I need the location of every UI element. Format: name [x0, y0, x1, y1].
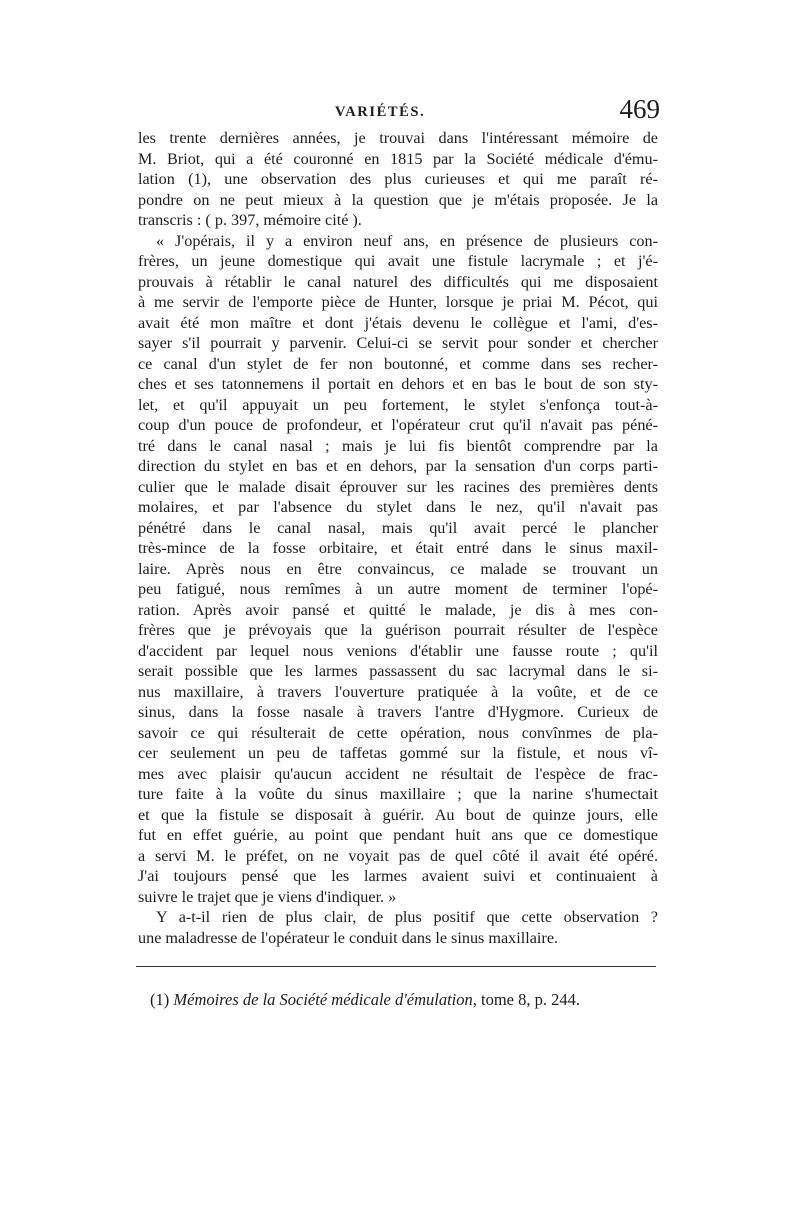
text-line: laire. Après nous en être convaincus, ce malade se trouvant un: [138, 559, 658, 578]
text-line: a servi M. le préfet, on ne voyait pas de quel côté il avait été opéré.: [138, 846, 658, 865]
text-line: les trente dernières années, je trouvai dans l'intéressant mémoire de: [138, 129, 658, 147]
page-number: 469: [619, 94, 660, 124]
footnote-citation: , tome 8, p. 244.: [472, 990, 580, 1009]
text-line: et que la fistule se disposait à guérir. Au bout de quinze jours, elle: [138, 805, 658, 824]
text-line: J'ai toujours pensé que les larmes avaient suivi et continuaient à: [138, 867, 658, 885]
text-line: transcris : ( p. 397, mémoire cité ).: [138, 211, 362, 229]
text-line: une maladresse de l'opérateur le conduit dans le sinus maxillaire.: [138, 928, 559, 947]
text-line: coup d'un pouce de profondeur, et l'opérateur crut qu'il n'avait pas péné-: [138, 416, 658, 434]
text-line: culier que le malade disait éprouver sur les racines des premières dents: [138, 477, 658, 496]
text-line: frères, un jeune domestique qui avait une fistule lacrymale ; et j'é-: [138, 252, 658, 270]
text-line: molaires, et par l'absence du stylet dans le nez, qu'il n'avait pas: [138, 498, 658, 516]
text-line: ture faite à la voûte du sinus maxillaire ; que la narine s'humectait: [138, 785, 658, 803]
text-line: suivre le trajet que je viens d'indiquer. »: [138, 887, 397, 906]
text-line: tré dans le canal nasal ; mais je lui fis bientôt comprendre par la: [138, 436, 658, 455]
text-line: avait été mon maître et dont j'étais devenu le collègue et l'ami, d'es-: [138, 313, 658, 332]
text-line: nus maxillaire, à travers l'ouverture pratiquée à la voûte, et de ce: [138, 682, 658, 701]
text-line: d'accident par lequel nous venions d'établir une fausse route ; qu'il: [138, 641, 658, 660]
text-line: frères que je prévoyais que la guérison pourrait résulter de l'espèce: [138, 621, 658, 639]
text-line: cer seulement un peu de taffetas gommé sur la fistule, et nous vî-: [138, 744, 658, 762]
paragraph: [138, 128, 658, 231]
text-line: fut en effet guérie, au point que pendant huit ans que ce domestique: [138, 826, 658, 844]
paragraph: [138, 231, 658, 908]
text-line: prouvais à rétablir le canal naturel des difficultés qui me disposaient: [138, 272, 658, 291]
text-line: pondre on ne peut mieux à la question que je m'étais proposée. Je la: [138, 190, 658, 209]
text-line: ce canal d'un stylet de fer non boutonné, et comme dans ses recher-: [138, 354, 658, 373]
text-line: mes avec plaisir qu'aucun accident ne résultait de l'espèce de frac-: [138, 764, 658, 783]
text-line: peu fatigué, nous remîmes à un autre moment de terminer l'opé-: [138, 580, 658, 598]
footnote-rule: [136, 966, 656, 967]
text-line: direction du stylet en bas et en dehors, par la sensation d'un corps parti-: [138, 457, 658, 475]
running-title: VARIÉTÉS.: [335, 104, 426, 120]
footnote-marker: (1): [150, 990, 170, 1009]
text-line: ration. Après avoir pansé et quitté le malade, je dis à mes con-: [138, 600, 658, 619]
paragraph: [138, 907, 658, 948]
body-text: [138, 128, 658, 948]
text-line: savoir ce qui résulterait de cette opération, nous convînmes de pla-: [138, 723, 658, 742]
text-line: Y a-t-il rien de plus clair, de plus positif que cette observation ?: [156, 908, 658, 926]
text-line: let, et qu'il appuyait un peu fortement, le stylet s'enfonça tout-à-: [138, 395, 658, 414]
text-line: lation (1), une observation des plus curieuses et qui me paraît ré-: [138, 170, 658, 188]
footnote-title: Mémoires de la Société médicale d'émulation: [173, 990, 473, 1009]
text-line: à me servir de l'emporte pièce de Hunter, lorsque je priai M. Pécot, qui: [138, 293, 658, 311]
text-line: « J'opérais, il y a environ neuf ans, en présence de plusieurs con-: [156, 231, 658, 250]
text-line: pénétré dans le canal nasal, mais qu'il avait percé le plancher: [138, 518, 658, 537]
text-line: ches et ses tatonnemens il portait en dehors et en bas le bout de son sty-: [138, 375, 658, 393]
text-line: serait possible que les larmes passassent du sac lacrymal dans le si-: [138, 662, 658, 680]
text-line: très-mince de la fosse orbitaire, et était entré dans le sinus maxil-: [138, 539, 658, 557]
text-line: sayer s'il pourrait y parvenir. Celui-ci se servit pour sonder et chercher: [138, 334, 658, 352]
footnote: [150, 990, 660, 1010]
text-line: sinus, dans la fosse nasale à travers l'antre d'Hygmore. Curieux de: [138, 703, 658, 721]
text-line: M. Briot, qui a été couronné en 1815 par la Société médicale d'ému-: [138, 149, 658, 168]
